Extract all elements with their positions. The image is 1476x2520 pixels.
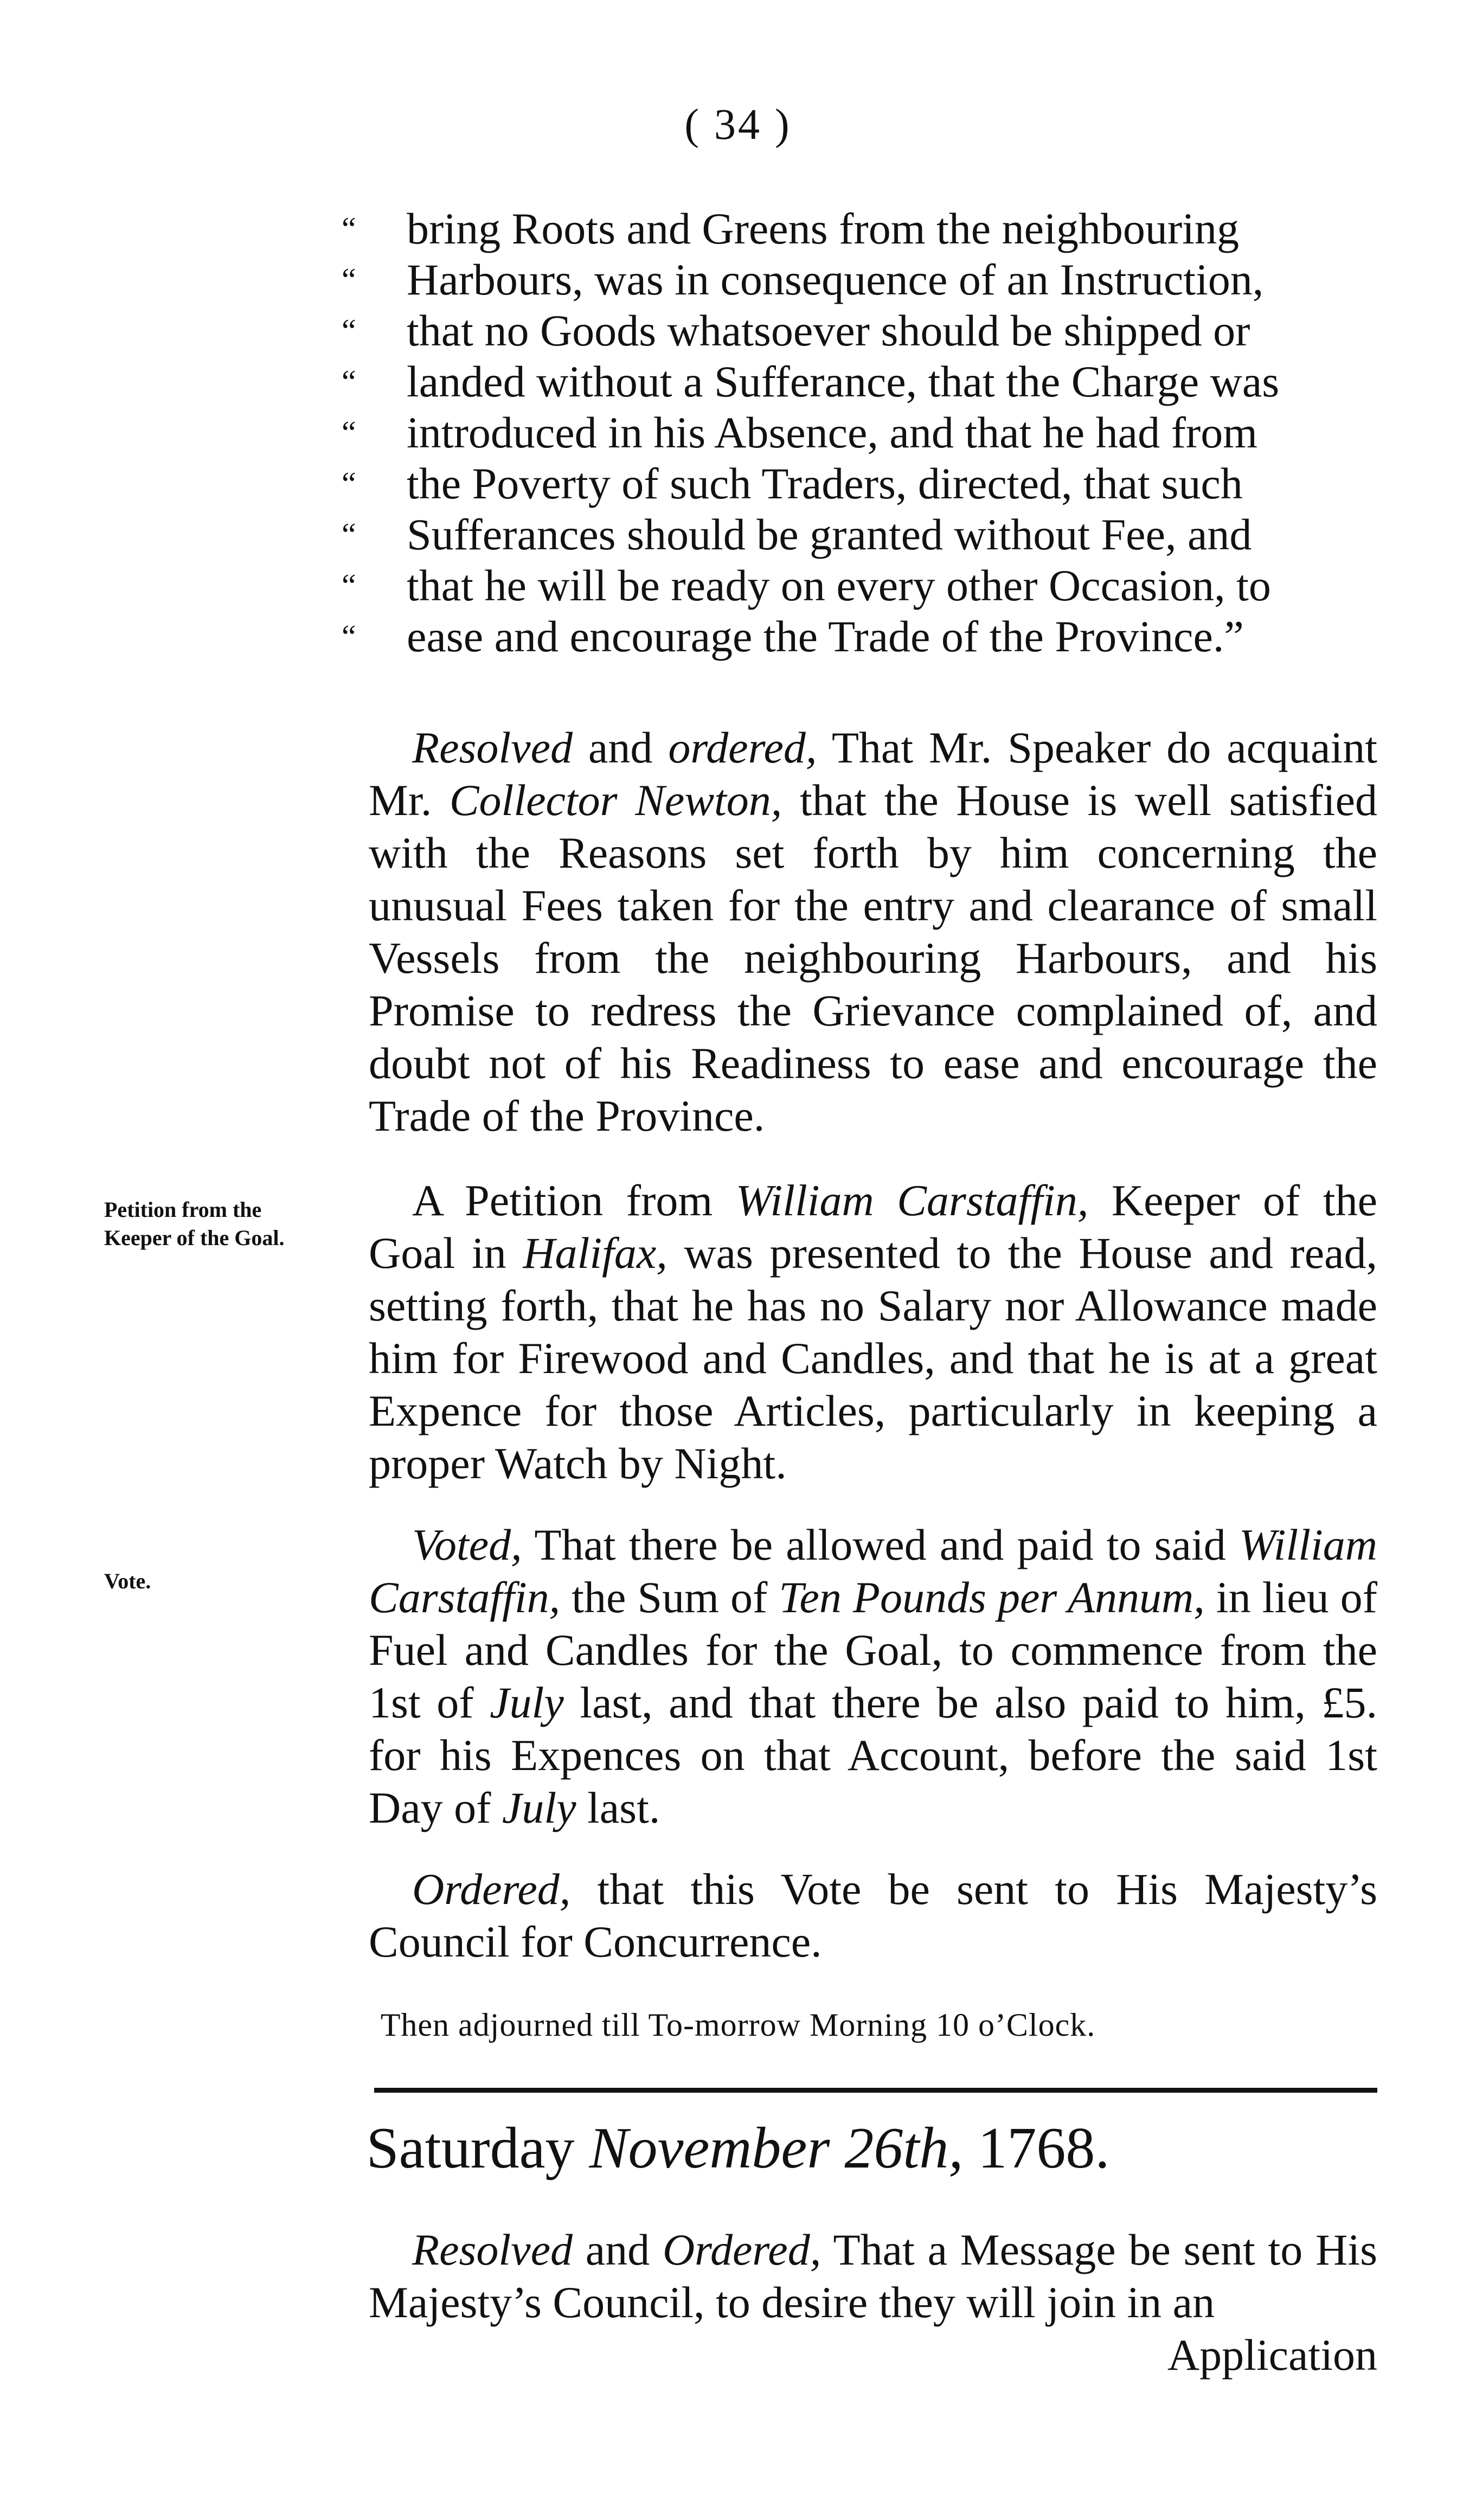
month-name: July [490, 1678, 564, 1727]
quote-mark: “ [342, 313, 356, 349]
quote-line [342, 560, 1372, 611]
margin-note-vote: Vote. [104, 1569, 151, 1593]
petitioner-name: William Carstaffin, [369, 1520, 1377, 1622]
quote-mark: “ [342, 619, 356, 655]
quote-line-text: Sufferances should be granted without Fee, and [407, 510, 1252, 559]
petition-text: was presented to the House and read, setting forth, that he has no Salary nor Allowance made him for Firewood and Candles, and that he is at a great Expence for those Articles, particularly in keeping a proper Watch by Night. [369, 1228, 1377, 1488]
vote-text: last. [576, 1783, 660, 1832]
quote-line [342, 407, 1372, 458]
date-heading [0, 2115, 1476, 2182]
catchword: Application [1167, 2330, 1377, 2380]
final-resolution-paragraph [369, 2223, 1377, 2381]
quote-mark: “ [342, 568, 356, 604]
order-paragraph [369, 1863, 1377, 1968]
quote-line-text: Harbours, was in consequence of an Instruction, [407, 255, 1264, 304]
date-day: Saturday [366, 2116, 575, 2181]
quote-mark: “ [342, 364, 356, 400]
quote-mark: “ [342, 415, 356, 451]
quoted-reply [342, 203, 1372, 662]
place-name: Halifax, [523, 1228, 668, 1278]
quote-line-text: landed without a Sufferance, that the Charge was [407, 357, 1280, 406]
petition-paragraph [369, 1174, 1377, 1490]
ordered-label: Ordered, [662, 2225, 822, 2274]
quote-line [342, 356, 1372, 407]
quote-line-text: that no Goods whatsoever should be shipped or [407, 306, 1250, 355]
date-month: November 26th, [589, 2116, 964, 2181]
adjournment-line: Then adjourned till To-morrow Morning 10 o’Clock. [380, 2007, 1096, 2043]
margin-note-line: Petition from the [104, 1197, 262, 1222]
vote-text: in lieu of Fuel and Candles for the Goal, to commence from the 1st of [369, 1573, 1377, 1727]
vote-text: last, and that there be also paid to him, £5. for his Expences on that Account, before the said 1st Day of [369, 1678, 1377, 1832]
vote-paragraph [369, 1518, 1377, 1834]
margin-note-petition [104, 1196, 285, 1252]
petition-text: A Petition from [412, 1176, 736, 1225]
quote-mark: “ [342, 517, 356, 553]
resolution-text: That Mr. Speaker do acquaint Mr. [369, 723, 1378, 825]
resolved-label: Resolved [412, 2225, 573, 2274]
quote-line-text: that he will be ready on every other Occasion, to [407, 561, 1271, 610]
quote-mark: “ [342, 262, 356, 298]
resolution-text: that the House is well satisfied with the Reasons set forth by him concerning the unusual Fees taken for the entry and clearance of small Vessels from the neighbouring Harbours, and his Promise to redress the Grievance complained of, and doubt not of his Readiness to ease and encourage the Trade of the Province. [369, 775, 1377, 1140]
month-name: July [502, 1783, 576, 1832]
quote-line [342, 458, 1372, 509]
sum-phrase: Ten Pounds per Annum, [779, 1573, 1205, 1622]
quote-line [342, 203, 1372, 254]
quote-mark: “ [342, 211, 356, 247]
ordered-label: Ordered, [412, 1864, 571, 1914]
quote-line [342, 509, 1372, 560]
final-resolution-text: That a Message be sent to His Majesty’s Council, to desire they will join in an [369, 2225, 1377, 2327]
quote-line-text: bring Roots and Greens from the neighbouring [407, 204, 1239, 253]
collector-name: Collector Newton, [449, 775, 782, 825]
quote-line-text: the Poverty of such Traders, directed, that such [407, 459, 1243, 508]
vote-text: the Sum of [560, 1573, 779, 1622]
margin-note-line: Keeper of the Goal. [104, 1226, 285, 1250]
quote-line-text: introduced in his Absence, and that he had from [407, 408, 1257, 457]
voted-label: Voted, [412, 1520, 522, 1569]
date-year: 1768. [978, 2116, 1110, 2181]
order-text: that this Vote be sent to His Majesty’s Council for Concurrence. [369, 1864, 1377, 1966]
resolution-text: and [572, 723, 669, 772]
page-number: ( 34 ) [684, 101, 792, 149]
petitioner-name: William Carstaffin, [735, 1176, 1089, 1225]
quote-line-text: ease and encourage the Trade of the Province.” [407, 612, 1244, 661]
resolution-paragraph [369, 721, 1377, 1142]
petition-text: Keeper of the Goal in [369, 1176, 1377, 1278]
quote-line [342, 611, 1372, 662]
section-divider [374, 2088, 1377, 2093]
quote-line [342, 305, 1372, 356]
ordered-label: ordered, [668, 723, 817, 772]
final-resolution-text: and [572, 2225, 663, 2274]
vote-text: That there be allowed and paid to said [522, 1520, 1239, 1569]
quote-mark: “ [342, 466, 356, 502]
resolved-label: Resolved [412, 723, 573, 772]
quote-line [342, 254, 1372, 305]
